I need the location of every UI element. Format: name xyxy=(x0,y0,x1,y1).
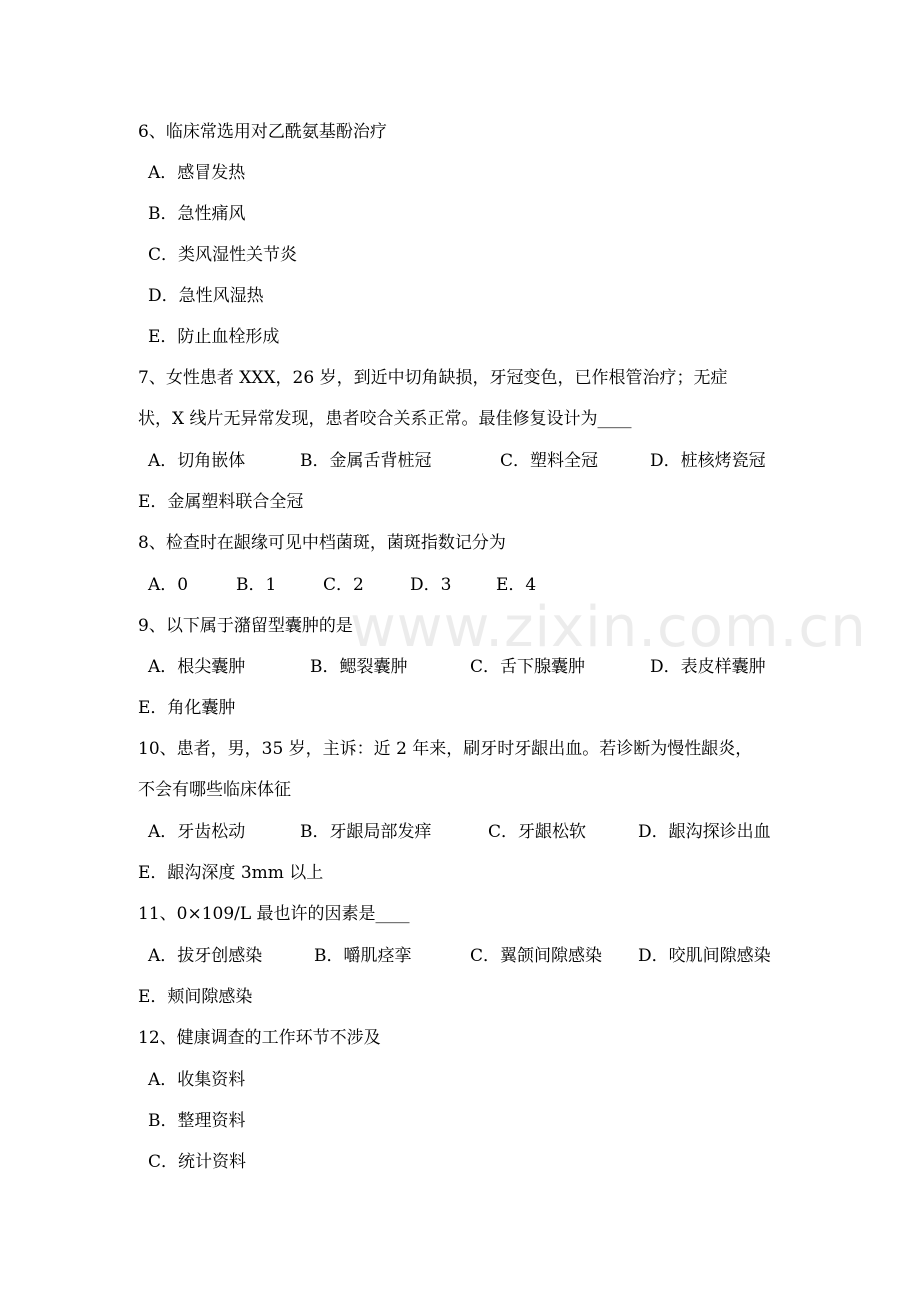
option-e: E．龈沟深度 3mm 以上 xyxy=(138,863,324,883)
option-a: A．根尖囊肿 xyxy=(148,657,246,677)
option-b: B．整理资料 xyxy=(148,1111,246,1131)
option-b: B．急性痛风 xyxy=(148,204,246,224)
option-d: D．咬肌间隙感染 xyxy=(638,946,771,966)
option-c: C．2 xyxy=(323,575,364,595)
question-stem: 8、检查时在龈缘可见中档菌斑，菌斑指数记分为 xyxy=(138,533,506,553)
option-d: D．3 xyxy=(410,575,452,595)
option-e: E．颊间隙感染 xyxy=(138,987,253,1007)
watermark: www.zixin.com.cn xyxy=(350,595,867,660)
question-stem: 6、临床常选用对乙酰氨基酚治疗 xyxy=(138,122,387,142)
option-b: B．金属舌背桩冠 xyxy=(300,451,432,471)
option-b: B．嚼肌痉挛 xyxy=(314,946,412,966)
question-stem: 12、健康调查的工作环节不涉及 xyxy=(138,1028,381,1048)
question-stem-continued: 状，X 线片无异常发现，患者咬合关系正常。最佳修复设计为____ xyxy=(138,409,632,429)
option-e: E．防止血栓形成 xyxy=(148,327,280,347)
question-stem: 10、患者，男，35 岁，主诉：近 2 年来，刷牙时牙龈出血。若诊断为慢性龈炎， xyxy=(138,739,753,759)
option-c: C．翼颌间隙感染 xyxy=(470,946,603,966)
option-e: E．4 xyxy=(496,575,537,595)
question-stem: 7、女性患者 XXX，26 岁，到近中切角缺损，牙冠变色，已作根管治疗；无症 xyxy=(138,368,728,388)
option-d: D．急性风湿热 xyxy=(148,286,264,306)
option-b: B．1 xyxy=(236,575,277,595)
option-e: E．角化囊肿 xyxy=(138,698,236,718)
option-d: D．龈沟探诊出血 xyxy=(638,822,771,842)
question-stem: 9、以下属于潴留型囊肿的是 xyxy=(138,616,353,636)
option-a: A．牙齿松动 xyxy=(148,822,246,842)
option-b: B．牙龈局部发痒 xyxy=(300,822,432,842)
option-d: D．表皮样囊肿 xyxy=(650,657,766,677)
option-c: C．塑料全冠 xyxy=(500,451,599,471)
option-a: A．感冒发热 xyxy=(148,163,246,183)
option-c: C．统计资料 xyxy=(148,1152,247,1172)
option-b: B．鳃裂囊肿 xyxy=(310,657,408,677)
option-c: C．舌下腺囊肿 xyxy=(470,657,586,677)
option-d: D．桩核烤瓷冠 xyxy=(650,451,766,471)
question-stem-continued: 不会有哪些临床体征 xyxy=(138,780,291,800)
option-a: A．拔牙创感染 xyxy=(148,946,263,966)
option-e: E．金属塑料联合全冠 xyxy=(138,492,304,512)
option-c: C．牙龈松软 xyxy=(488,822,587,842)
option-a: A．0 xyxy=(148,575,189,595)
question-stem: 11、0×109/L 最也许的因素是____ xyxy=(138,904,410,924)
option-c: C．类风湿性关节炎 xyxy=(148,245,298,265)
option-a: A．切角嵌体 xyxy=(148,451,246,471)
option-a: A．收集资料 xyxy=(148,1070,246,1090)
